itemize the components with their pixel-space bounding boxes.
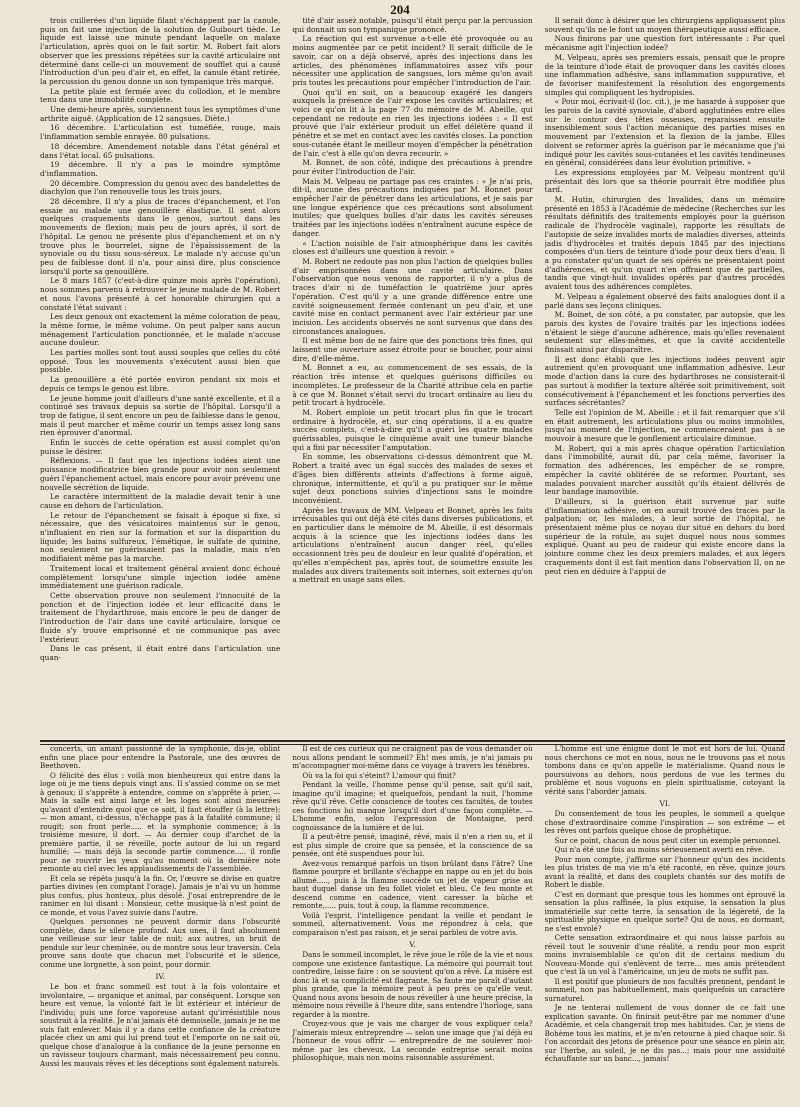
paragraph: « L'action nuisible de l'air atmosphérique dans les cavités closes est d'ailleurs une question à revoir. »	[292, 238, 533, 257]
paragraph: Quoi qu'il en soit, on a beaucoup exagéré les dangers auxquels la présence de l'air expose les cavités articulaires; et voici ce qu'on lit à la page 77 du mémoire de M. Abeille, qui cependant ne redoute en rien les injections iodées : « Il est prouvé que l'air extérieur produit un effet délétère quand il pénètre et se met en contact avec les cavités closes. La ponction sous-cutanée étant le meilleur moyen d'empêcher la pénétration de l'air, c'est à elle qu'on devra recourir. »	[292, 87, 533, 158]
paragraph: 16 décembre. L'articulation est tuméfiée, rouge, mais l'inflammation semble enrayée. 80 pulsations.	[40, 123, 281, 142]
paragraph: Cette observation prouve non seulement l'innocuité de la ponction et de l'injection iodée et leur efficacité dans le traitement de l'hydarthrose, mais encore le peu de danger de l'introduction de l'air dans une cavité articulaire, lorsque ce fluide s'y trouve emprisonné et ne communique pas avec l'extérieur.	[40, 591, 281, 644]
paragraph: Le jeune homme jouit d'ailleurs d'une santé excellente, et il a continué ses travaux depuis sa sortie de l'hôpital. Lorsqu'il a trop de fatigue, il sent encore un peu de faiblesse dans le genou, mais il peut marcher et même courir un temps assez long sans rien éprouver d'anormal.	[40, 393, 281, 438]
paragraph: Après les travaux de MM. Velpeau et Bonnet, après les faits irrécusables qui ont déjà été cités dans diverses publications, et en particulier dans le mémoire de M. Abeille, il est désormais acquis à la science que les injections iodées dans les articulations n'entraînent aucun danger réel, qu'elles occasionnent très peu de douleur en leur qualité d'opération, et qu'elles n'empêchent pas, après tout, de soumettre ensuite les malades aux divers traitements soit internes, soit externes qu'on a mettrait en usage sans elles.	[292, 505, 533, 585]
paragraph: Une demi-heure après, surviennent tous les symptômes d'une arthrite aiguë. (Application de 12 sangsues. Diète.)	[40, 105, 281, 123]
paragraph: Le bon et franc sommeil est tout à la fois volontaire et involontaire, — organique et animal, par conséquent. Lorsque son heure est venue, la volonté fait le lit extérieur et intérieur de l'individu; puis une force vaporeuse autant qu'irrésistible nous soustrait à la réalité. Je n'ai jamais été demoiselle, jamais je ne me suis fait enlever. Mais il y a dans cette confiance de la créature placée chez un ami qui lui prend tout et l'emporte on ne sait où, quelque chose d'analogue à la confiance de la jeune personne en un ravisseur toujours charmant, mais nécessairement peu connu. Aussi les mauvais rêves et les déceptions sont également naturels.	[40, 982, 281, 1068]
paragraph: Croyez-vous que je vais me charger de vous expliquer cela? J'aimerais mieux entreprendre — selon une image que j'ai déjà eu l'honneur de vous offrir — entreprendre de me soulever moi-même par les cheveux. La seconde entreprise serait moins philosophique, mais non moins raisonnable assurément.	[292, 1019, 533, 1062]
paragraph: Dans le cas présent, il était entré dans l'articulation une quan-	[40, 644, 281, 662]
paragraph: O félicité des élus : voilà mon bienheureux qui entre dans la loge où je me tiens depuis vingt ans. Il s'assied comme on se met à genoux; il s'apprête à entendre, comme on s'apprête à prier. — Mais la salle est ainsi large et les loges sont ainsi mesurées qu'avant d'entendre quoi que ce soit, il faut étouffer (à la lettre); — mon amant, ci-dessus, n'échappe pas à la fatalité commune; il rougit; son front perle..... et la symphonie commence; à la troisième mesure, il dort. — Au dernier coup d'archet de la première partie, il se réveille, porte autour de lui un regard humilié; — mais déjà la seconde partie commence..... il ronfle pour ne rouvrir les yeux qu'au moment où la dernière note remonte au ciel avec les applaudissements de l'assemblée.	[40, 770, 281, 873]
paragraph: Qui n'a été une fois au moins sérieusement averti en rêve.	[554, 845, 765, 854]
paragraph: L'homme est une énigme dont le mot est hors de lui. Quand nous cherchons ce mot en nous, nous ne le trouvons pas et nous tombons dans ce qu'on appelle le matérialisme. Quand nous le poursuivons au dehors, nous perdons de vue les termes du problème et nous voguons en plein spiritualisme, cotoyant la vérité sans l'aborder jamais.	[544, 745, 785, 796]
paragraph: Il est positif que plusieurs de nos facultés prennent, pendant le sommeil, non pas habituellement, mais quelquefois un caractère surnaturel.	[544, 976, 785, 1003]
paragraph: Le 8 mars 1857 (c'est-à-dire quinze mois après l'opération), nous sommes parvenu à retrouver le jeune malade de M. Robert et nous l'avons présenté à cet honorable chirurgien qui a constaté l'état suivant :	[40, 276, 281, 312]
paragraph: tité d'air assez notable, puisqu'il était perçu par la percussion qui donnait un son tympanique prononcé.	[292, 17, 533, 34]
page-number: 204	[390, 2, 410, 17]
feuilleton-column-2	[292, 745, 532, 1105]
paragraph: Enfin le succès de cette opération est aussi complet qu'on puisse le désirer.	[40, 438, 281, 456]
paragraph: 28 décembre. Il n'y a plus de traces d'épanchement, et l'on essaie au malade une genouillère élastique. Il sent alors quelques craquements dans le genou, surtout dans les mouvements de flexion; mais peu de jours après, il sort de l'hôpital. Le genou ne présente plus d'épanchement et on n'y trouve plus le bourrelet, signe de l'épaississement de la synoviale ou du tissu sous-séreux. Le malade n'y accuse qu'un peu de faiblesse dont il n'a, pour ainsi dire, plus conscience lorsqu'il porte sa genouillère.	[40, 197, 281, 276]
paragraph: Nous finirons par une question fort intéressante : Par quel mécanisme agit l'injection iodée?	[544, 34, 785, 53]
paragraph: 19 décembre. Il n'y a pas le moindre symptôme d'inflammation.	[40, 160, 281, 178]
article-column-1	[40, 17, 280, 737]
paragraph: Et cela se répéta jusqu'à la fin. Or, l'œuvre se divise en quatre parties divines (en comptant l'orage). Jamais je n'ai vu un homme plus confus, plus honteux, plus désolé. J'osai entreprendre de le ranimer en lui disant : Monsieur, cette musique-là n'est point de ce monde, et vous l'avez suivie dans l'autre.	[40, 873, 281, 917]
article-columns	[40, 17, 785, 737]
paragraph: Il est donc établi que les injections iodées peuvent agir autrement qu'en provoquant une inflammation adhésive. Leur mode d'action dans la cure des hydarthroses ne consisterait-il pas surtout à modifier la texture altérée soit primitivement, soit consécutivement à l'épanchement et les fonctions perverties des surfaces sécrétantes?	[544, 354, 785, 408]
paragraph: Les deux genoux ont exactement la même coloration de peau, la même forme, le même volume. On peut palper sans aucun ménagement l'articulation ponctionnée, et le malade n'accuse aucune douleur.	[40, 312, 281, 348]
paragraph: Il a peut-être pensé, imaginé, rêvé, mais il n'en a rien su, et il est plus simple de croire que sa pensée, et la conscience de sa pensée, ont été suspendues pour lui.	[292, 832, 533, 858]
paragraph: concerts, un amant passionné de la symphonie, dis-je, oblint enfin une place pour entendre la Pastorale, une des œuvres de Beethoven.	[40, 745, 281, 770]
paragraph: M. Velpeau a également observé des faits analogues dont il a parlé dans ses leçons cliniques.	[544, 291, 785, 310]
paragraph: Pour mon compte, j'affirme sur l'honneur qu'un des incidents les plus tristes de ma vie m'a été raconté, en rêve, quinze jours avant la réalité, et dans des couplets chantés sur des motifs de Robert le diable.	[544, 854, 785, 889]
paragraph: Quelques personnes ne peuvent dormir dans l'obscurité complète, dans le silence profond. Aux unes, il faut absolument une veilleuse sur leur table de nuit; aux autres, un bruit de pendule sur leur cheminée, ou de montre sous leur traversin. Cela prouve sans doute que chacun met l'obscurité et le silence, comme une lorgnette, à son point, pour dormir.	[40, 917, 281, 969]
feuilleton-column-1	[40, 745, 280, 1105]
paragraph: M. Robert, qui a mis après chaque opération l'articulation dans l'immobilité, aurait dû, par cela même, favoriser la formation des adhérences, les empêcher de se rompre, empêcher la cavité oblitérée de se reformer. Pourtant, ses malades pouvaient marcher aussitôt qu'ils étaient délivrés de leur bandage inamovible.	[544, 443, 785, 497]
paragraph: Les expressions employées par M. Velpeau montrent qu'il présentait dès lors que sa théorie pourrait être modifiée plus tard.	[544, 167, 785, 195]
paragraph: 18 décembre. Amendement notable dans l'état général et dans l'état local. 65 pulsations.	[40, 141, 281, 160]
paragraph: D'ailleurs, si la guérison était survenue par suite d'inflammation adhésive, on en aurait trouvé des traces par la palpation; or, les malades, à leur sortie de l'hôpital, ne présentaient même plus ce noyau dur situé en dehors du bord supérieur de la rotule, au sujet duquel nous nous sommes expliqué. Quant au peu de raideur qui existe encore dans la jointure comme chez les deux premiers malades, et aux légers craquements dont il est fait mention dans l'observation II, on ne peut rien en déduire à l'appui de	[544, 496, 785, 576]
paragraph: trois cuillerées d'un liquide filant s'échappent par la canule, puis on fait une injection de la solution de Guibourt tiède. Le liquide est laissé une minute pendant laquelle on malaxe l'articulation, après quoi on le fait sortir. M. Robert fait alors observer que les pressions répétées sur la cavité articulaire ont déterminé dans celle-ci un mouvement de soufflet qui a causé l'introduction d'un peu d'air et, en effet, la canule étant retirée, la percussion du genou donne un son tympanique très marqué.	[40, 17, 281, 86]
paragraph: Il est même bon de ne faire que des ponctions très fines, qui laissent une ouverture assez étroite pour se boucher, pour ainsi dire, d'elle-même.	[292, 336, 533, 363]
paragraph: Cette sensation extraordinaire et qui nous laisse parfois au réveil tout le souvenir d'une réalité, a rendu pour mon esprit moins invraisemblable ce qu'on dit de certains medium du Nouveau-Monde qui s'enlèvent de terre... mes amis prétendent que c'est là un vol à l'américaine, un jeu de mots ne suffit pas.	[544, 933, 785, 976]
paragraph: Du consentement de tous les peuples, le sommeil a quelque chose d'extraordinaire comme l'inspiration — son extrême — et les rêves ont parfois quelque chose de prophétique.	[544, 809, 785, 835]
paragraph: Réflexions. — Il faut que les injections iodées aient une puissance modificatrice bien grande pour avoir non seulement guéri l'épanchement actuel, mais encore pour avoir prévenu une nouvelle sécrétion de liquide.	[40, 456, 281, 492]
feuilleton-column-3	[545, 745, 785, 1105]
paragraph: M. Boinet, de son côté, a pu constater, par autopsie, que les parois des kystes de l'ovaire traités par les injections iodées n'étaient le siège d'aucune adhérence, mais qu'elles revenaient seulement sur elles-mêmes, et que la cavité accidentelle finissait ainsi par disparaître.	[544, 310, 785, 355]
paragraph: Avez-vous remarqué parfois un tison brûlant dans l'âtre? Une flamme pourpre et brillante s'échappe en nappe ou en jet du bois allumé....., puis à la flamme succède un jet de vapeur grise au haut duquel danse un feu follet violet et bleu. Ce feu monte et descend comme en cadence, vient caresser la bûche et remonte,..... puis, tout à coup, la flamme recommence.	[292, 858, 533, 910]
paragraph: Mais M. Velpeau ne partage pas ces craintes : « Je n'ai pris, dit-il, aucune des précautions indiquées par M. Bonnet pour empêcher l'air de pénétrer dans les articulations, et je sais par une longue expérience que ces précautions sont absolument inutiles; que quelques bulles d'air dans les cavités séreuses traitées par les injections iodées n'entraînent aucune espèce de danger.	[292, 176, 533, 238]
paragraph: M. Hutin, chirurgien des Invalides, dans un mémoire présenté en 1853 à l'Académie de médecine (Recherches sur les résultats définitifs des traitements employés pour la guérison radicale de l'hydrocèle vaginale), rapporte les résultats de l'autopsie de seize invalides morts de maladies diverses, atteints jadis d'hydrocèles et traités depuis 1845 par des injections composées d'un tiers de teinture d'iode pour deux tiers d'eau. Il a pu constater qu'un quart de ses opérés ne présentaient point d'adhérences, et qu'un quart n'en offraient que de partielles, tandis que vingt-huit invalides opérés par d'autres procédés avaient tous des adhérences complètes.	[544, 195, 785, 292]
paragraph: La genouillère a été portée environ pendant six mois et depuis ce temps le genou est libre.	[40, 375, 281, 393]
paragraph: Pendant la veille, l'homme pense qu'il pense, sait qu'il sait, imagine qu'il imagine; et quelquefois, pendant la nuit, l'homme rêve qu'il rêve. Cette conscience de toutes ces facultés, de toutes ces fonctions lui manque lorsqu'il dort d'une façon complète. — L'homme enfin, selon l'expression de Montaigne, perd cognoissance de la lumière et de lui.	[292, 780, 533, 832]
paragraph: Le caractère intermittent de la maladie devait tenir à une cause en dehors de l'articulation.	[40, 492, 281, 510]
paragraph: « Pour moi, écrivait-il (loc. cit.), je me hasarde à supposer que les parois de la cavité synoviale, d'abord agglutinées entre elles sur le contour des têtes osseuses, reparaissent ensuite insensiblement sous l'action mécanique des parties mises en mouvement par l'extension et la flexion de la jambe. Elles doivent se reformer après la guérison par le mécanisme que j'ai indiqué pour les cavités sous-cutanées et les cavités tendineuses en général, considérées dans leur évolution primitive. »	[544, 97, 785, 168]
paragraph: Sur ce point, chacun de nous peut citer un exemple personnel.	[554, 835, 781, 845]
paragraph: M. Bonnet, de son côté, indique des précautions à prendre pour éviter l'introduction de l'air.	[292, 158, 533, 176]
paragraph: Le retour de l'épanchement se faisait à époque si fixe, si nécessaire, que des vésicatoires maintenus sur le genou, n'influaient en rien sur la formation et sur la disparition du liquide; les bains sulfureux, l'émétique, le sulfate de quinine, non seulement ne guérissaient pas la maladie, mais n'en modifiaient même pas la marche.	[40, 510, 281, 564]
article-column-3	[545, 17, 785, 737]
paragraph: Telle est l'opinion de M. Abeille : et il fait remarquer que s'il en était autrement, les articulations plus ou moins immobiles, jusqu'au moment de l'injection, ne commenceraient pas à se mouvoir à mesure que le gonflement articulaire diminue.	[544, 407, 785, 444]
paragraph: Les parties molles sont tout aussi souples que celles du côté opposé. Tous les mouvements s'exécutent aussi bien que possible.	[40, 348, 281, 375]
paragraph: Voilà l'esprit, l'intelligence pendant la veille et pendant le sommeil, alternativement. Vous me répondrez à cela, que comparaison n'est pas raison, et je serai parbleu de votre avis.	[292, 910, 533, 937]
paragraph: M. Velpeau, après ses premiers essais, pensait que le propre de la teinture d'iode était de provoquer dans les cavités closes une inflammation adhésive, sans inflammation suppurative, et de favoriser manifestement la résolution des engorgements simples qui compliquent les hydropisies.	[544, 52, 785, 97]
paragraph: Dans le sommeil incomplet, le rêve joue le rôle de la vie et nous compose une existence fantastique. La mémoire qui pourrait tout contredire, laisse faire : on se souvient qu'on a rêvé. La misère est donc là et sa complicité est flagrante. Sa faute me paraît d'autant plus grande, que la mémoire peut à peu près ce qu'elle veut. Quand nous avons besoin de nous réveiller à une heure précise, la mémoire nous réveille à l'heure dite, sans entendre l'horloge, sans regarder à la montre.	[292, 950, 533, 1019]
paragraph: 20 décembre. Compression du genou avec des bandelettes de diachylon que l'on renouvelle tous les trois jours.	[40, 178, 281, 197]
paragraph: Je ne tenterai nullement de vous donner de ce fait une explication savante. On finirait peut-être par me nommer d'une Académie, et cela changerait trop mes habitudes. Car, je viens de Bohème tous les matins, et je m'en retourne à pied chaque soir. Si l'on accordait des jetons de présence pour une séance en plein air, sur l'herbe, au soleil, je ne dis pas...; mais pour une assiduité échauffante sur un banc..., jamais!	[544, 1003, 785, 1063]
article-column-2	[292, 17, 532, 737]
feuilleton-columns	[40, 745, 785, 1105]
section-number: V.	[409, 940, 416, 949]
paragraph: M. Robert ne redoute pas non plus l'action de quelques bulles d'air emprisonnées dans une cavité articulaire. Dans l'observation que nous venons de rapporter, il n'y a plus de traces d'air ni de tuméfaction le quatrième jour après l'opération. C'est qu'il y a une grande différence entre une cavité soigneusement fermée contenant un peu d'air, et une cavité mise en contact permanent avec l'air extérieur par une incision. Les accidents observés ne sont survenus que dans des circonstances analogues.	[292, 256, 533, 336]
paragraph: La petite plaie est fermée avec du collodion, et le membre tenu dans une immobilité complète.	[40, 86, 281, 105]
paragraph: La réaction qui est survenue a-t-elle été provoquée ou au moins augmentée par ce petit incident? Il serait difficile de le savoir, car on a déjà observé, après des injections dans les articles, des phénomènes inflammatoires assez vifs pour nécessiter une application de sangsues, lors même qu'on avait pris toutes les précautions pour empêcher l'introduction de l'air.	[292, 34, 533, 87]
paragraph: M. Bonnet a eu, au commencement de ses essais, de la réaction très intense et quelques guérisons difficiles ou incomplètes. Le professeur de la Charité attribue cela en partie à ce que M. Bonnet s'était servi du trocart ordinaire au lieu du petit trocart à hydrocèle.	[292, 363, 533, 408]
paragraph: Traitement local et traitement général avaient donc échoué complètement lorsqu'une simple injection iodée amène immédiatement une guérison radicale.	[40, 563, 281, 591]
paragraph: Où va la foi qui s'éteint? L'amour qui finit?	[302, 770, 456, 780]
paragraph: Il serait donc à désirer que les chirurgiens appliquassent plus souvent qu'ils ne le font un moyen thérapeutique aussi efficace.	[544, 17, 785, 34]
paragraph: Il est de ces curieux qui ne craignent pas de vous demander où nous allons pendant le sommeil? Eh! mes amis, je n'ai jamais pu m'accompagner moi-même dans ce voyage à travers les ténèbres.	[292, 745, 533, 770]
paragraph: M. Robert emploie un petit trocart plus fin que le trocart ordinaire à hydrocèle, et, sur cinq opérations, il a eu quatre succès complets, c'est-à-dire qu'il a guéri les quatre malades guérissables, puisque le cinquième avait une tumeur blanche qui a fini par nécessiter l'amputation.	[292, 407, 533, 452]
paragraph: En somme, les observations ci-dessus démontrent que M. Robert a traité avec un égal succès des malades de sexes et d'âges bien différents atteints d'affections à forme aiguë, chronique, intermittente, et qu'il a pu pratiquer sur le même sujet deux ponctions suivies d'injections sans le moindre inconvénient.	[292, 452, 533, 505]
section-number: IV.	[155, 972, 165, 981]
paragraph: C'est en dormant que presque tous les hommes ont éprouvé la sensation la plus raffinée, la plus exquise, la sensation la plus immatérielle sur cette terre, la sensation de la légèreté, de la spiritualité physique en quelque sorte? Qui de nous, en dormant, ne s'est envolé?	[544, 889, 785, 933]
section-number: VI.	[659, 799, 671, 808]
